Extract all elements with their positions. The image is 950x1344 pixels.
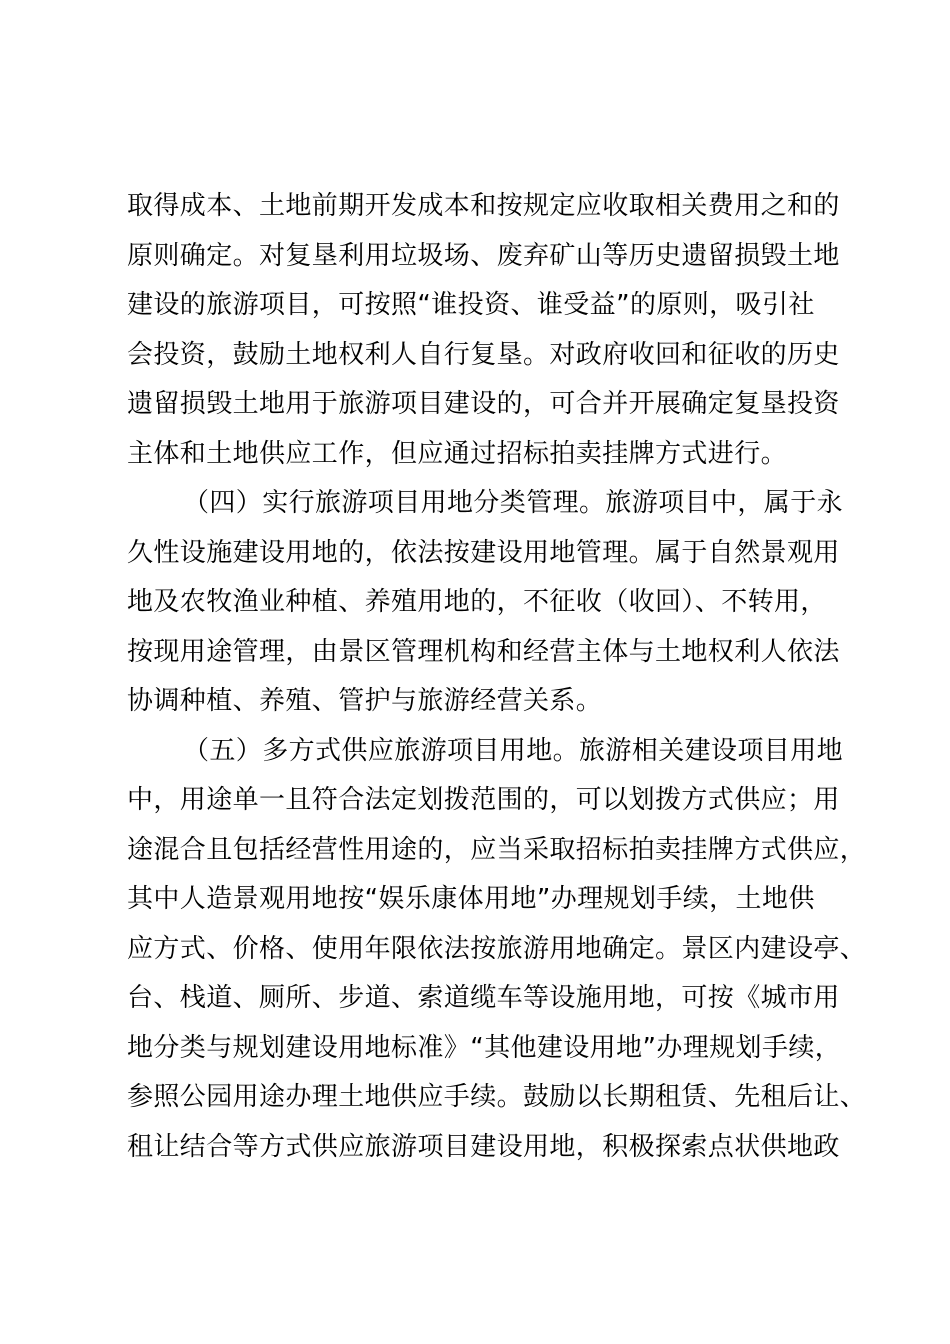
paragraph-heading-line: （四）实行旅游项目用地分类管理。旅游项目中，属于永 (183, 488, 844, 518)
text-line: 会投资，鼓励土地权利人自行复垦。对政府收回和征收的历史 (127, 339, 840, 370)
text-line: 取得成本、土地前期开发成本和按规定应收取相关费用之和的 (127, 191, 840, 221)
text-line: 久性设施建设用地的，依法按建设用地管理。属于自然景观用 (127, 537, 840, 568)
text-line: 途混合且包括经营性用途的，应当采取招标拍卖挂牌方式供应， (127, 834, 867, 865)
text-line: 地分类与规划建设用地标准》“其他建设用地”办理规划手续， (127, 1032, 842, 1063)
text-line: 建设的旅游项目，可按照“谁投资、谁受益”的原则，吸引社 (127, 290, 815, 320)
text-line: 地及农牧渔业种植、养殖用地的，不征收（收回）、不转用， (127, 587, 827, 617)
text-line: 协调种植、养殖、管护与旅游经营关系。 (127, 686, 603, 716)
body-text (127, 182, 867, 1172)
text-line: 其中人造景观用地按“娱乐康体用地”办理规划手续，土地供 (127, 884, 815, 914)
text-line: 台、栈道、厕所、步道、索道缆车等设施用地，可按《城市用 (127, 983, 840, 1013)
text-line: 租让结合等方式供应旅游项目建设用地，积极探索点状供地政 (127, 1131, 840, 1162)
text-line: 原则确定。对复垦利用垃圾场、废弃矿山等历史遗留损毁土地 (127, 240, 840, 271)
text-line: 参照公园用途办理土地供应手续。鼓励以长期租赁、先租后让、 (127, 1082, 867, 1112)
text-line: 主体和土地供应工作，但应通过招标拍卖挂牌方式进行。 (127, 438, 788, 469)
text-line: 中，用途单一且符合法定划拨范围的，可以划拨方式供应；用 (127, 785, 840, 815)
paragraph-heading-line: （五）多方式供应旅游项目用地。旅游相关建设项目用地 (183, 735, 844, 766)
text-line: 应方式、价格、使用年限依法按旅游用地确定。景区内建设亭、 (127, 933, 867, 964)
text-line: 按现用途管理，由景区管理机构和经营主体与土地权利人依法 (127, 636, 840, 667)
text-line: 遗留损毁土地用于旅游项目建设的，可合并开展确定复垦投资 (127, 389, 840, 419)
